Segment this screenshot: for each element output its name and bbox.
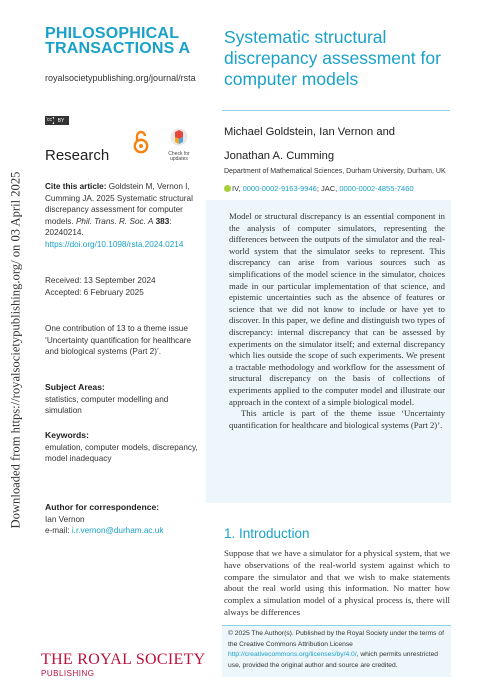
license-link[interactable]: http://creativecommons.org/licenses/by/4.0/ [228, 651, 357, 659]
email-link[interactable]: i.r.vernon@durham.ac.uk [71, 526, 164, 535]
orcid-icon [224, 185, 231, 192]
dates-block [45, 275, 205, 298]
royal-society-logo: THE ROYAL SOCIETY [41, 651, 206, 668]
authors-line1: Michael Goldstein, Ian Vernon and [224, 126, 396, 138]
correspondence-email-row [45, 525, 205, 537]
email-label: e-mail: [45, 526, 72, 535]
download-side-note [0, 0, 30, 700]
authors-line2: Jonathan A. Cumming [224, 150, 335, 162]
journal-name-line1: PHILOSOPHICAL [45, 25, 180, 42]
subject-areas-block [45, 382, 205, 417]
theme-issue-note: One contribution of 13 to a theme issue ‘Uncertainty quantification for healthcare and biological systems (Part 2)’. [45, 324, 192, 356]
publishing-label: PUBLISHING [41, 669, 95, 678]
open-access-icon [133, 130, 149, 159]
correspondence-block [45, 502, 205, 537]
affiliation: Department of Mathematical Sciences, Durham University, Durham, UK [224, 168, 446, 175]
keywords-heading: Keywords: [45, 430, 89, 440]
download-note-text: Downloaded from https://royalsocietypublishing.org/ on 03 April 2025 [8, 171, 23, 529]
orcid-jac-label: ; JAC, [316, 184, 340, 193]
introduction-heading: 1. Introduction [224, 526, 310, 541]
keywords-block [45, 430, 205, 465]
cite-journal: Phil. Trans. R. Soc. A [75, 216, 154, 226]
by-label: BY [54, 117, 68, 124]
cite-text: Goldstein M, Vernon I, Cumming JA. 2025 Systematic structural discrepancy assessment for computer models. [45, 182, 193, 226]
journal-name [45, 26, 215, 56]
received-date: Received: 13 September 2024 [45, 276, 156, 285]
article-title: Systematic structural discrepancy assessment for computer models [224, 27, 441, 89]
correspondence-heading: Author for correspondence: [45, 502, 160, 512]
citation-block [45, 181, 205, 250]
title-divider [222, 110, 450, 111]
correspondence-name: Ian Vernon [45, 514, 85, 524]
cite-doi-link[interactable]: https://doi.org/10.1098/rsta.2024.0214 [45, 239, 184, 249]
article-type: Research [45, 147, 110, 164]
copyright-text-2: , which permits unrestricted use, provided the original author and source are credited. [228, 651, 439, 669]
journal-name-line2: TRANSACTIONS A [45, 40, 191, 57]
journal-url[interactable]: royalsocietypublishing.org/journal/rsta [45, 73, 196, 83]
check-for-updates-label: Check for updates [168, 151, 190, 162]
cc-icon: cc [47, 117, 52, 123]
orcid-iv-link[interactable]: 0000-0002-9163-9946 [242, 184, 317, 193]
orcid-jac-link[interactable]: 0000-0002-4855-7460 [339, 184, 414, 193]
cite-volume: 383 [155, 216, 170, 226]
copyright-text-1: © 2025 The Author(s). Published by the Royal Society under the terms of the Creative Commons Attribution License [228, 630, 444, 648]
accepted-date: Accepted: 6 February 2025 [45, 287, 144, 297]
abstract [229, 211, 445, 431]
subject-areas-text: statistics, computer modelling and simulation [45, 394, 169, 415]
abstract-paragraph-1: Model or structural discrepancy is an essential component in the analysis of computer simulators, representing the differences between the outputs of the simulator and the real-world system that the simulator seeks to represent. This discrepancy can arise from various sources such as simplifications of the model science in the simulator, choices made in our particular implementation of that science, and epistemic uncertainties such as the absence of features or science that we did not know to include or have yet to discover. In this paper, we define and distinguish two types of discrepancy: internal discrepancy that can be assessed by experiments on the simulator itself; and external discrepancy which lies outside the scope of such experiments. We present a tractable methodology and workflow for the assessment of structural discrepancy on the basis of collections of experiments applied to the computer model and illustrate our approach in the context of a simple biological model. [229, 211, 445, 407]
check-for-updates-icon[interactable] [166, 128, 192, 162]
orcid-line [224, 184, 414, 193]
cite-article-number: : 20240214. [45, 216, 172, 237]
copyright-notice [228, 629, 448, 671]
orcid-iv-label: IV, [232, 184, 243, 193]
keywords-text: emulation, computer models, discrepancy, model inadequacy [45, 442, 198, 463]
authors [224, 120, 454, 168]
cite-label: Cite this article: [45, 182, 107, 191]
subject-areas-heading: Subject Areas: [45, 382, 105, 392]
introduction-text: Suppose that we have a simulator for a physical system, that we have observations of the real-world system against which to compare the simulator and that we wish to make statements about the real world using this information. No matter how complex a simulation model of a physical process is, there will always be differences [224, 548, 450, 617]
abstract-paragraph-2: This article is part of the theme issue ‘Uncertainty quantification for healthcare and biological systems (Part 2)’. [229, 408, 445, 430]
cc-by-license-icon[interactable] [45, 116, 69, 125]
